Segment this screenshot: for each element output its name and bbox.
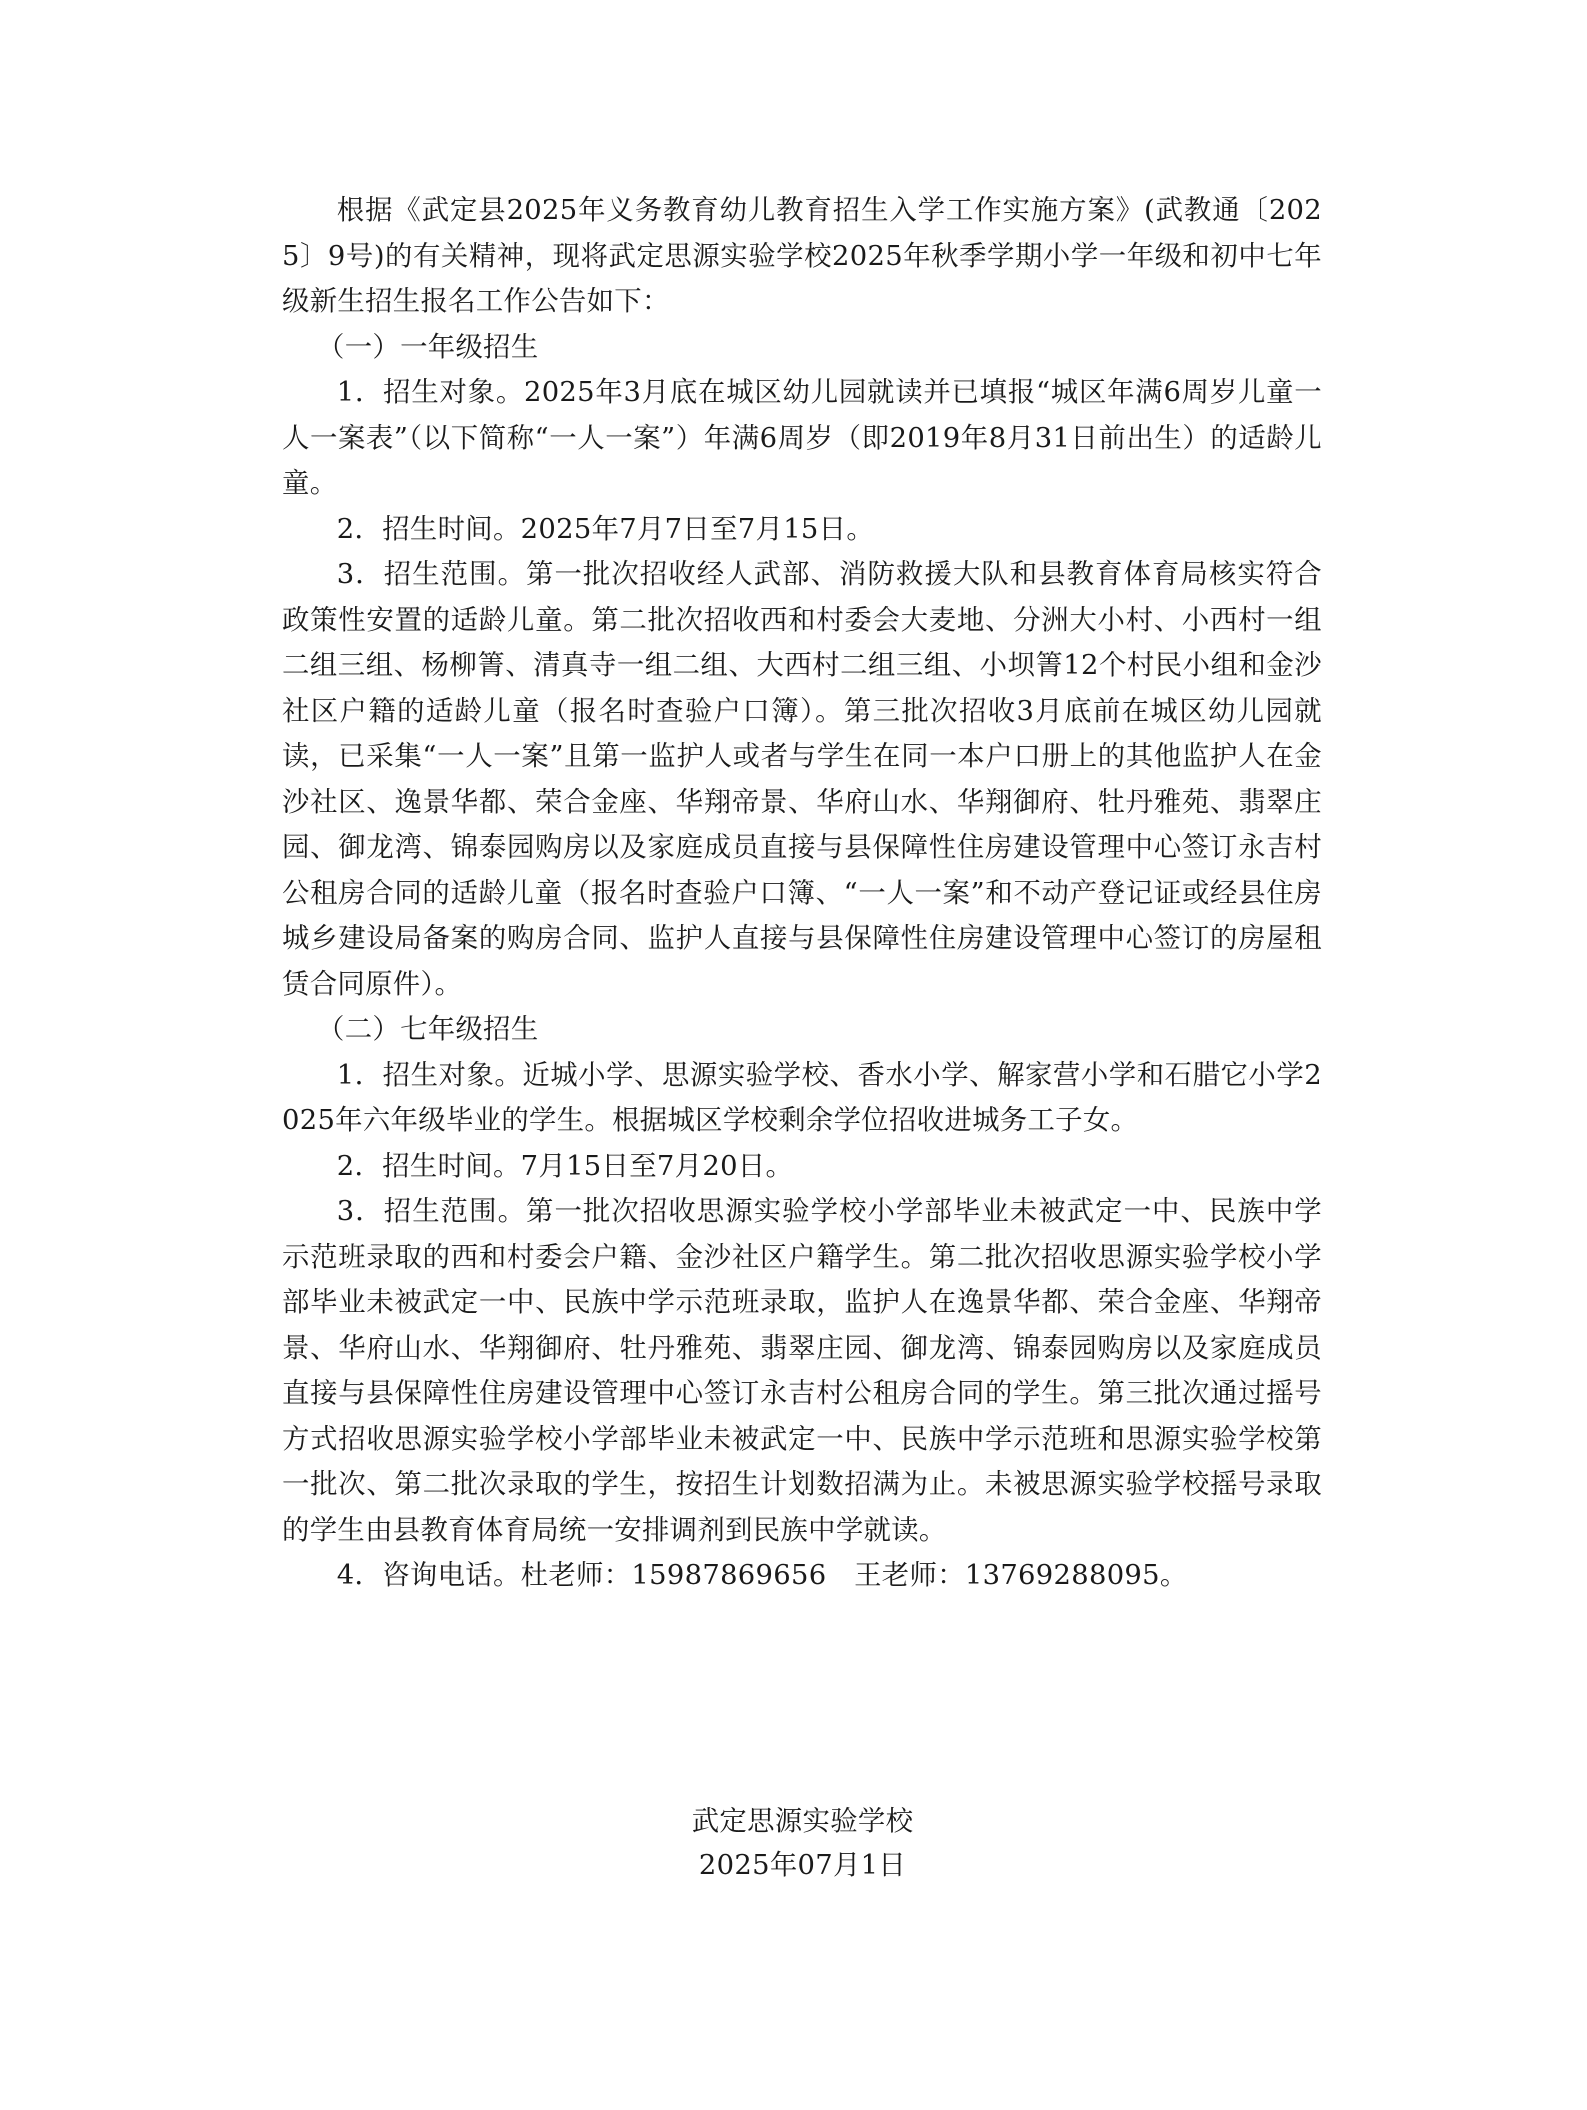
grade7-item-target: 1．招生对象。近城小学、思源实验学校、香水小学、解家营小学和石腊它小学2025年六年级毕业的学生。根据城区学校剩余学位招收进城务工子女。 — [282, 1059, 1322, 1136]
grade7-item-time: 2．招生时间。7月15日至7月20日。 — [336, 1150, 794, 1182]
section-heading-grade7: （二）七年级招生 — [317, 1014, 539, 1045]
intro-paragraph: 根据《武定县2025年义务教育幼儿教育招生入学工作实施方案》(武教通〔2025〕9号)的有关精神，现将武定思源实验学校2025年秋季学期小学一年级和初中七年级新生招生报名工作公告如下： — [282, 195, 1322, 317]
grade1-item-time: 2．招生时间。2025年7月7日至7月15日。 — [336, 513, 875, 545]
signature-block — [0, 1800, 1587, 1888]
grade7-item-contact: 4．咨询电话。杜老师：15987869656 王老师：13769288095。 — [336, 1560, 1188, 1591]
signature-date: 2025年07月1日 — [698, 1850, 907, 1881]
grade1-item-scope: 3．招生范围。第一批次招收经人武部、消防救援大队和县教育体育局核实符合政策性安置的适龄儿童。第二批次招收西和村委会大麦地、分洲大小村、小西村一组二组三组、杨柳箐、清真寺一组二组、大西村二组三组、小坝箐12个村民小组和金沙社区户籍的适龄儿童（报名时查验户口簿）。第三批次招收3月底前在城区幼儿园就读，已采集“一人一案”且第一监护人或者与学生在同一本户口册上的其他监护人在金沙社区、逸景华都、荣合金座、华翔帝景、华府山水、华翔御府、牡丹雅苑、翡翠庄园、御龙湾、锦泰园购房以及家庭成员直接与县保障性住房建设管理中心签订永吉村公租房合同的适龄儿童（报名时查验户口簿、“一人一案”和不动产登记证或经县住房城乡建设局备案的购房合同、监护人直接与县保障性住房建设管理中心签订的房屋租赁合同原件）。 — [282, 559, 1322, 1000]
section-heading-grade1: （一）一年级招生 — [317, 331, 539, 363]
signature-school: 武定思源实验学校 — [691, 1806, 914, 1837]
grade1-item-target: 1．招生对象。2025年3月底在城区幼儿园就读并已填报“城区年满6周岁儿童一人一案表”（以下简称“一人一案”）年满6周岁（即2019年8月31日前出生）的适龄儿童。 — [282, 377, 1322, 499]
notice-body — [282, 188, 1322, 1599]
grade7-item-scope: 3．招生范围。第一批次招收思源实验学校小学部毕业未被武定一中、民族中学示范班录取的西和村委会户籍、金沙社区户籍学生。第二批次招收思源实验学校小学部毕业未被武定一中、民族中学示范班录取，监护人在逸景华都、荣合金座、华翔帝景、华府山水、华翔御府、牡丹雅苑、翡翠庄园、御龙湾、锦泰园购房以及家庭成员直接与县保障性住房建设管理中心签订永吉村公租房合同的学生。第三批次通过摇号方式招收思源实验学校小学部毕业未被武定一中、民族中学示范班和思源实验学校第一批次、第二批次录取的学生，按招生计划数招满为止。未被思源实验学校摇号录取的学生由县教育体育局统一安排调剂到民族中学就读。 — [282, 1196, 1322, 1546]
